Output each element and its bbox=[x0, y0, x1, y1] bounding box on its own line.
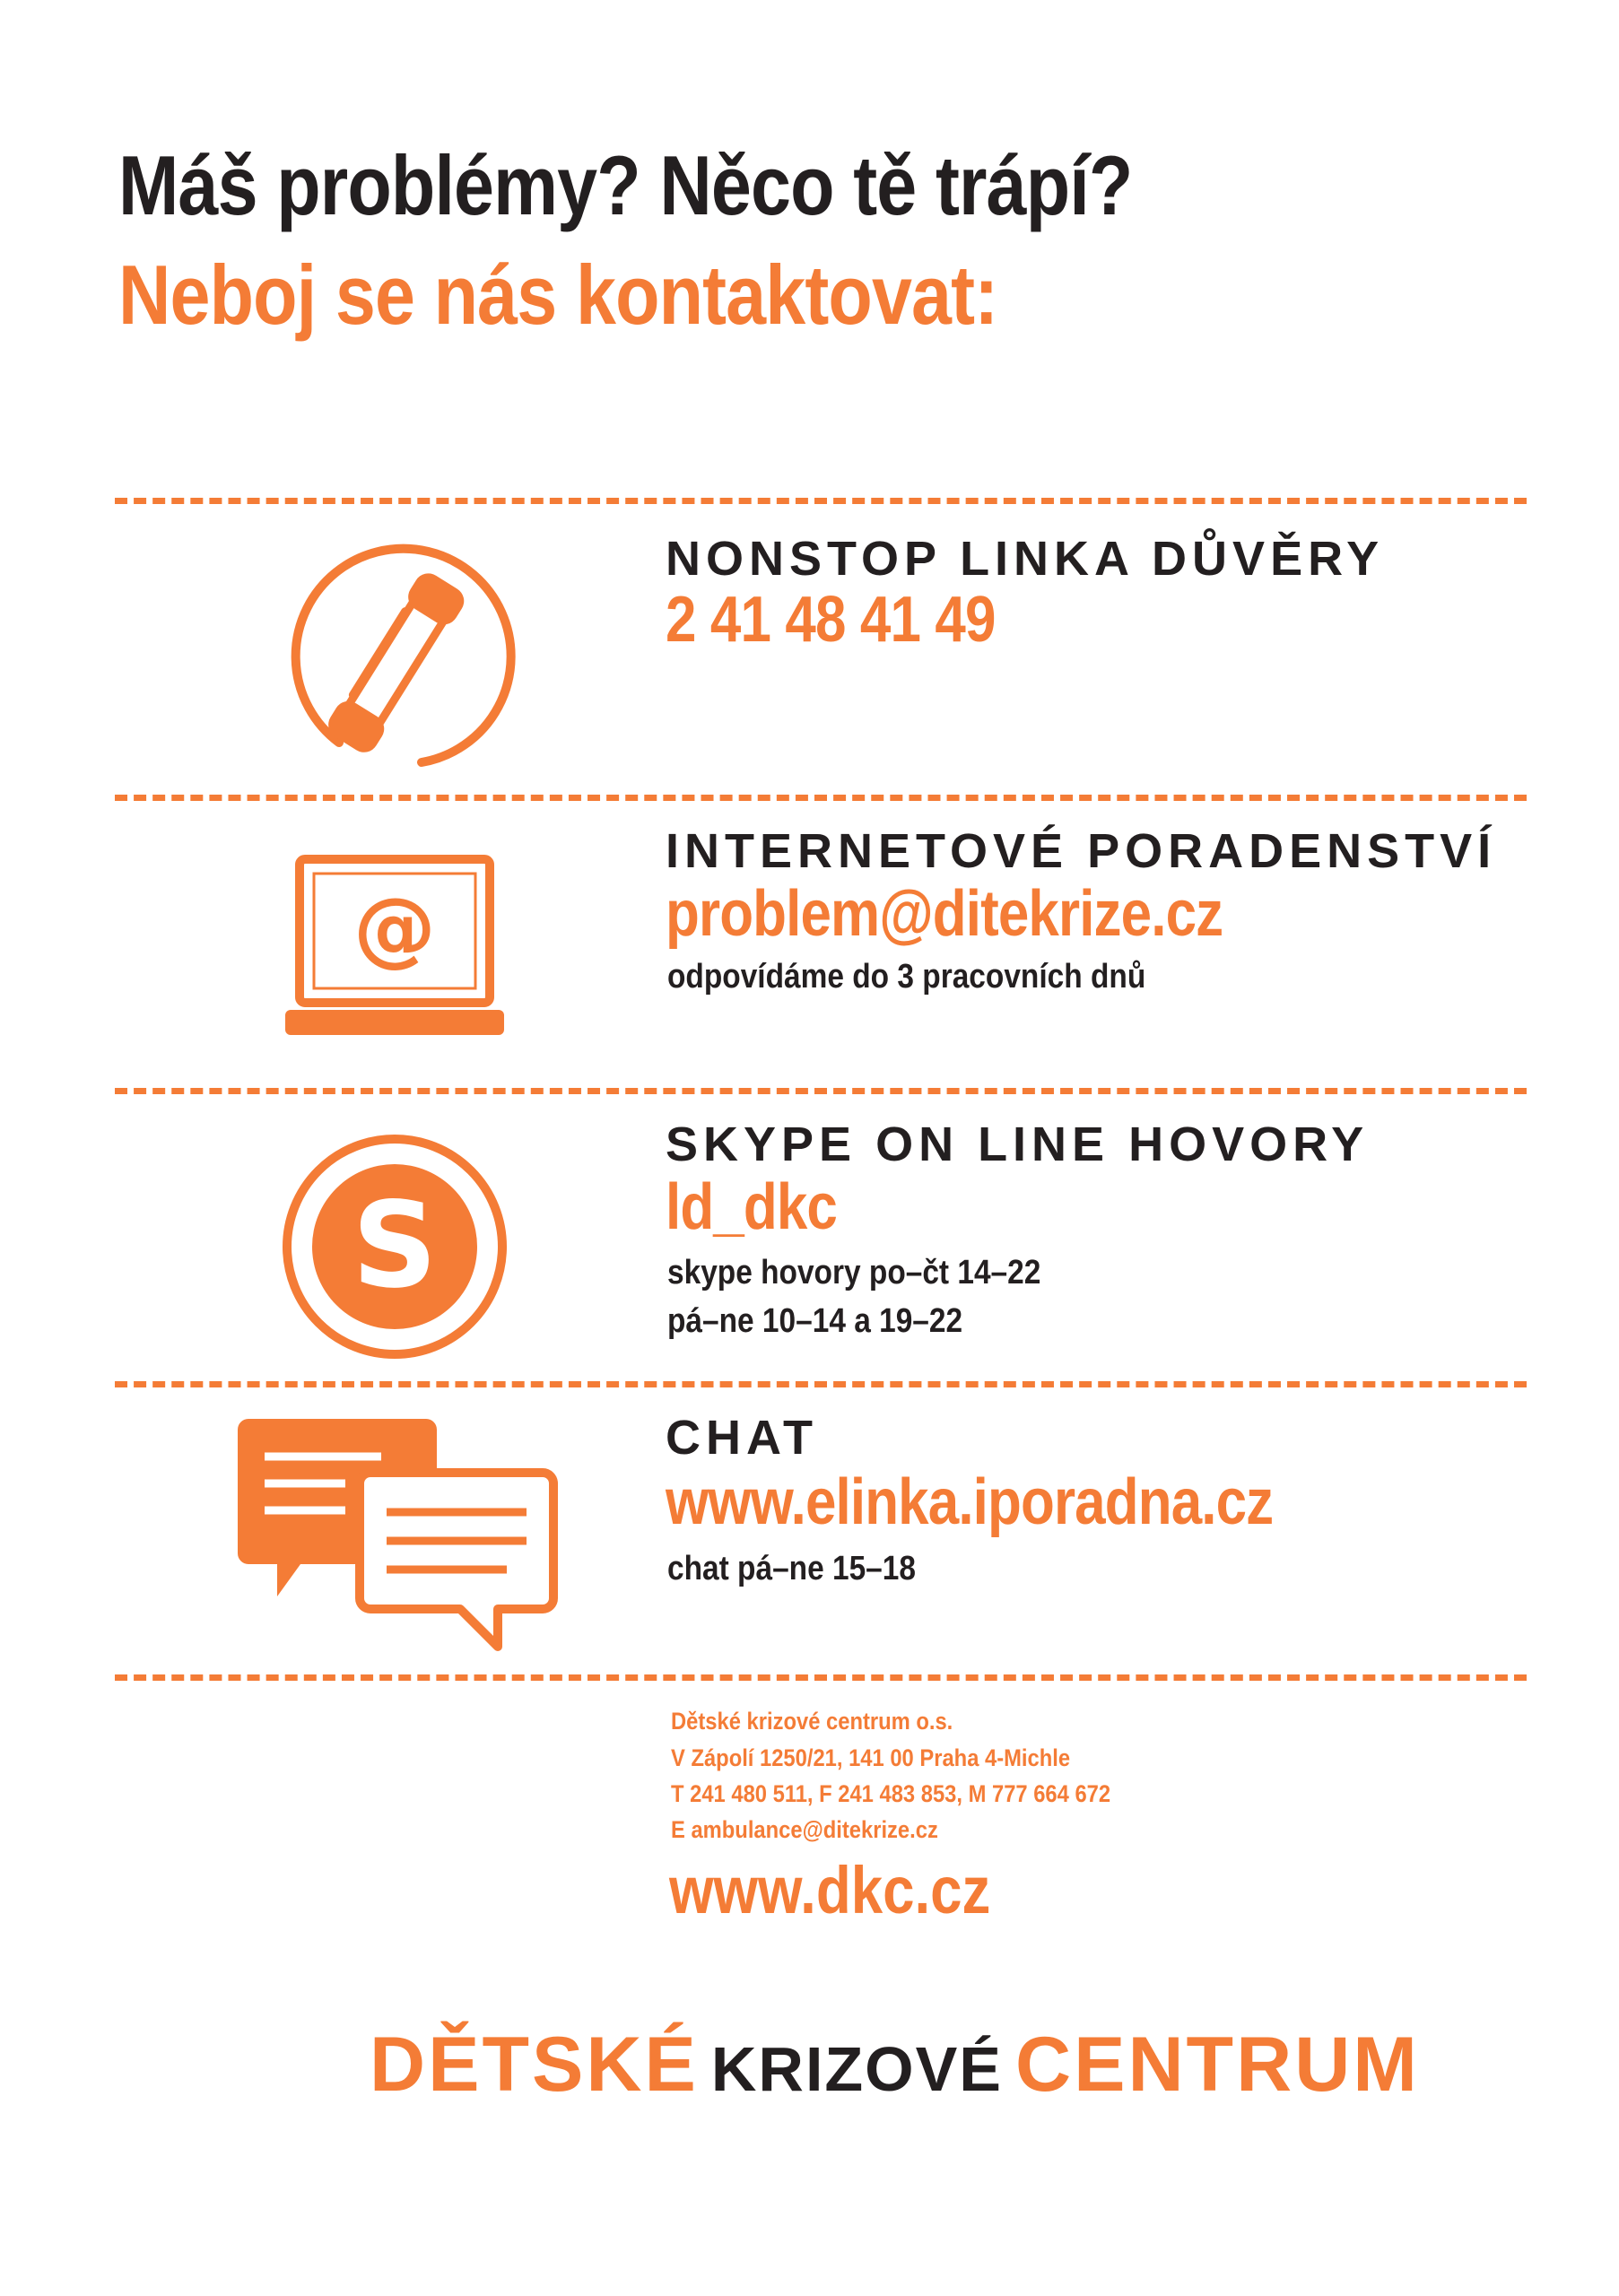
organization-address: V Zápolí 1250/21, 141 00 Praha 4-Michle bbox=[671, 1744, 1071, 1771]
chat-hours: chat pá–ne 15–18 bbox=[667, 1550, 916, 1587]
chat-link[interactable]: www.elinka.iporadna.cz bbox=[666, 1466, 1274, 1538]
organization-email[interactable]: E ambulance@ditekrize.cz bbox=[671, 1816, 938, 1843]
organization-name: Dětské krizové centrum o.s. bbox=[671, 1708, 953, 1735]
chat-bubbles-icon bbox=[238, 1419, 561, 1652]
section-title: INTERNETOVÉ PORADENSTVÍ bbox=[666, 824, 1497, 878]
hotline-number[interactable]: 2 41 48 41 49 bbox=[666, 584, 996, 656]
divider bbox=[115, 1674, 1527, 1681]
logo-word: KRIZOVÉ bbox=[710, 2034, 1003, 2104]
section-title: NONSTOP LINKA DŮVĚRY bbox=[666, 532, 1385, 586]
divider bbox=[115, 498, 1527, 504]
response-time-note: odpovídáme do 3 pracovních dnů bbox=[667, 958, 1146, 996]
svg-text:@: @ bbox=[353, 880, 436, 976]
laptop-email-icon bbox=[269, 845, 520, 1096]
website-link[interactable]: www.dkc.cz bbox=[669, 1853, 991, 1927]
svg-text:S: S bbox=[352, 1177, 438, 1315]
section-title: CHAT bbox=[666, 1411, 818, 1465]
organization-phones: T 241 480 511, F 241 483 853, M 777 664 672 bbox=[671, 1780, 1111, 1807]
headline-invitation: Neboj se nás kontaktovat: bbox=[118, 248, 998, 342]
skype-username[interactable]: ld_dkc bbox=[666, 1171, 838, 1243]
section-title: SKYPE ON LINE HOVORY bbox=[666, 1118, 1370, 1171]
logo-word: DĚTSKÉ bbox=[370, 2022, 699, 2108]
logo-word: CENTRUM bbox=[1014, 2022, 1420, 2108]
skype-icon bbox=[269, 1121, 520, 1372]
organization-logo bbox=[370, 2020, 1420, 2109]
email-link[interactable]: problem@ditekrize.cz bbox=[666, 878, 1223, 950]
headline-question: Máš problémy? Něco tě trápí? bbox=[118, 138, 1133, 232]
divider bbox=[115, 1381, 1527, 1387]
phone-icon bbox=[269, 536, 520, 787]
skype-hours-weekend: pá–ne 10–14 a 19–22 bbox=[667, 1302, 963, 1340]
divider bbox=[115, 795, 1527, 801]
skype-hours: skype hovory po–čt 14–22 bbox=[667, 1254, 1041, 1292]
